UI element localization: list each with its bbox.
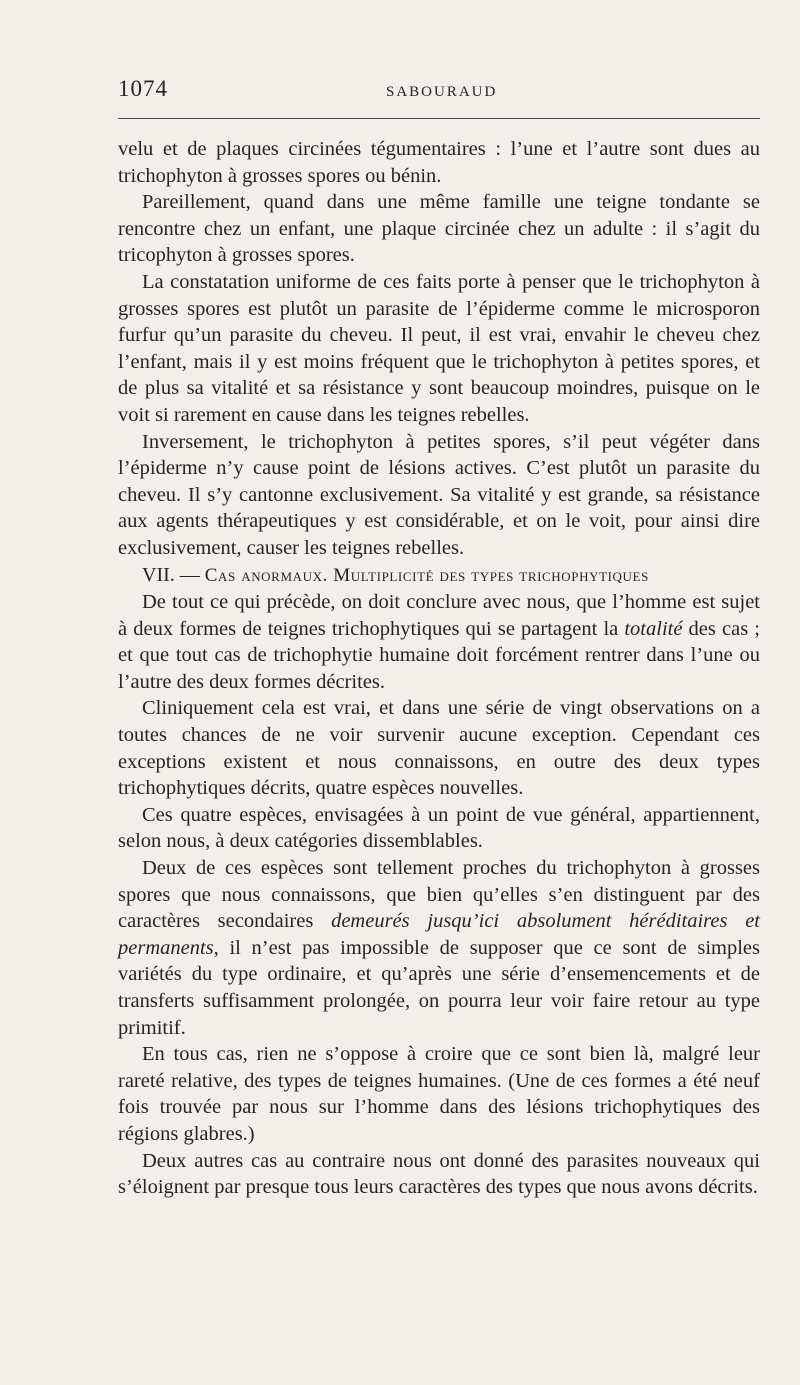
header-rule [118, 118, 760, 119]
italic-run: demeurés jusqu’ici absolument héréditaires et permanents [118, 910, 761, 959]
italic-run: totalité [624, 617, 683, 640]
section-title: Cas anormaux. Multiplicité des types trichophytiques [204, 564, 649, 586]
running-title: SABOURAUD [386, 84, 498, 100]
paragraph: La constatation uniforme de ces faits porte à penser que le trichophyton à grosses spores est plutôt un parasite de l’épiderme comme le microsporon furfur qu’un parasite du cheveu. Il peut, il est vrai, envahir le cheveu chez l’enfant, mais il y est moins fréquent que le trichophyton à petites spores, et de plus sa vitalité et sa résistance y sont beaucoup moindres, puisque on le voit si rarement en cause dans les teignes rebelles. [118, 270, 760, 426]
paragraph: Ces quatre espèces, envisagées à un point de vue général, appartiennent, selon nous, à deux catégories dissemblables. [118, 803, 760, 853]
body-text [118, 136, 760, 1201]
text-run: De tout ce qui précède, on doit conclure avec nous, que l’homme est sujet à deux formes de teignes trichophytiques qui se partagent la [118, 591, 760, 640]
page-header [118, 74, 760, 104]
section-heading [118, 562, 760, 590]
page-number: 1074 [118, 76, 168, 101]
text-run: , il n’est pas impossible de supposer que ce sont de simples variétés du type ordinaire, et qu’après une série d’ensemencements et de transferts suffisamment prolongée, on pourra leur voir faire retour au type primitif. [118, 936, 760, 1039]
paragraph: Inversement, le trichophyton à petites spores, s’il peut végéter dans l’épiderme n’y cause point de lésions actives. C’est plutôt un parasite du cheveu. Il s’y cantonne exclusivement. Sa vitalité y est grande, sa résistance aux agents thérapeutiques y est considérable, et on le voit, pour ainsi dire exclusivement, causer les teignes rebelles. [118, 430, 760, 559]
text-run: Deux de ces espèces sont tellement proches du trichophyton à grosses spores que nous connaissons, que bien qu’elles s’en distinguent par des caractères secondaires [118, 857, 760, 933]
paragraph [118, 855, 760, 1041]
section-number: VII. [142, 563, 175, 586]
paragraph: En tous cas, rien ne s’oppose à croire que ce sont bien là, malgré leur rareté relative, des types de teignes humaines. (Une de ces formes a été neuf fois trouvée par nous sur l’homme dans des lésions trichophytiques des régions glabres.) [118, 1043, 760, 1145]
text-run: des cas ; et que tout cas de trichophytie humaine doit forcément rentrer dans l’une ou l’autre des deux formes décrites. [118, 617, 760, 693]
paragraph: Pareillement, quand dans une même famille une teigne tondante se rencontre chez un enfant, une plaque circinée chez un adulte : il s’agit du tricophyton à grosses spores. [118, 191, 760, 267]
paragraph: Deux autres cas au contraire nous ont donné des parasites nouveaux qui s’éloignent par presque tous leurs caractères des types que nous avons décrits. [118, 1149, 760, 1199]
section-dash: — [174, 563, 205, 586]
paragraph: Cliniquement cela est vrai, et dans une série de vingt observations on a toutes chances de ne voir survenir aucune exception. Cependant ces exceptions existent et nous connaissons, en outre des deux types trichophytiques décrits, quatre espèces nouvelles. [118, 697, 760, 800]
paragraph [118, 589, 760, 695]
paragraph: velu et de plaques circinées tégumentaires : l’une et l’autre sont dues au trichophyton à grosses spores ou bénin. [118, 138, 760, 187]
